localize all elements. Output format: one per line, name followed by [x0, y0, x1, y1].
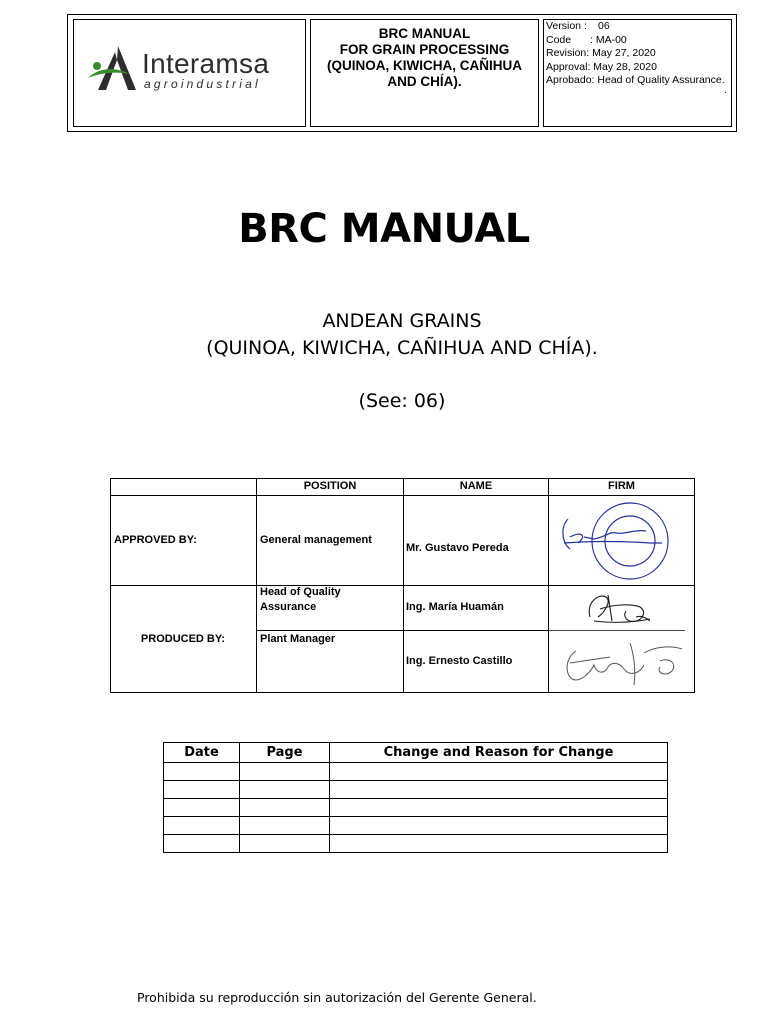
- document-title: BRC MANUAL: [238, 206, 530, 252]
- produced-position-plant: Plant Manager: [260, 633, 336, 645]
- approved-name: Mr. Gustavo Pereda: [406, 542, 509, 554]
- logo-brand: Interamsa: [142, 48, 270, 79]
- general-management-signature-stamp: [550, 497, 694, 584]
- header-title-line: FOR GRAIN PROCESSING: [339, 42, 510, 57]
- approved-by-label: APPROVED BY:: [114, 534, 197, 546]
- produced-name-plant: Ing. Ernesto Castillo: [406, 655, 513, 667]
- produced-name-quality: Ing. María Huamán: [406, 601, 504, 613]
- header-title-line: (QUINOA, KIWICHA, CAÑIHUA: [327, 58, 522, 73]
- document-subtitle: ANDEAN GRAINS: [322, 310, 482, 332]
- header-title-cell: [310, 19, 539, 127]
- document-version-note: (See: 06): [358, 390, 446, 412]
- col-header-page: Page: [266, 745, 303, 760]
- meta-approval: Approval: May 28, 2020: [546, 60, 657, 73]
- meta-revision: Revision: May 27, 2020: [546, 47, 656, 59]
- meta-approved-by: Aprobado: Head of Quality Assurance.: [546, 74, 725, 86]
- document-subtitle-products: (QUINOA, KIWICHA, CAÑIHUA AND CHÍA).: [206, 337, 598, 359]
- approval-table: [110, 478, 695, 693]
- col-header-name: NAME: [459, 480, 493, 492]
- logo-tagline: agroindustrial: [144, 77, 261, 91]
- col-header-position: POSITION: [303, 480, 357, 492]
- plant-manager-signature: [550, 633, 694, 691]
- meta-code: Code : MA-00: [546, 33, 627, 46]
- change-log-table: [163, 742, 668, 853]
- header-title-line: BRC MANUAL: [378, 26, 471, 41]
- interamsa-logo-icon: [84, 44, 144, 92]
- quality-head-signature: [550, 587, 694, 629]
- header-title-line: AND CHÍA).: [387, 74, 462, 89]
- footer-notice: Prohibida su reproducción sin autorización del Gerente General.: [137, 990, 537, 1005]
- produced-position-quality: Head of Quality Assurance: [260, 586, 341, 613]
- meta-trailing-dot: .: [724, 85, 727, 96]
- meta-version: Version : 06: [546, 20, 610, 32]
- col-header-date: Date: [184, 745, 219, 760]
- col-header-firm: FIRM: [608, 480, 635, 492]
- approved-position: General management: [260, 534, 372, 546]
- col-header-change: Change and Reason for Change: [383, 745, 614, 760]
- header-meta-cell: [543, 19, 732, 127]
- produced-by-label: PRODUCED BY:: [140, 633, 226, 645]
